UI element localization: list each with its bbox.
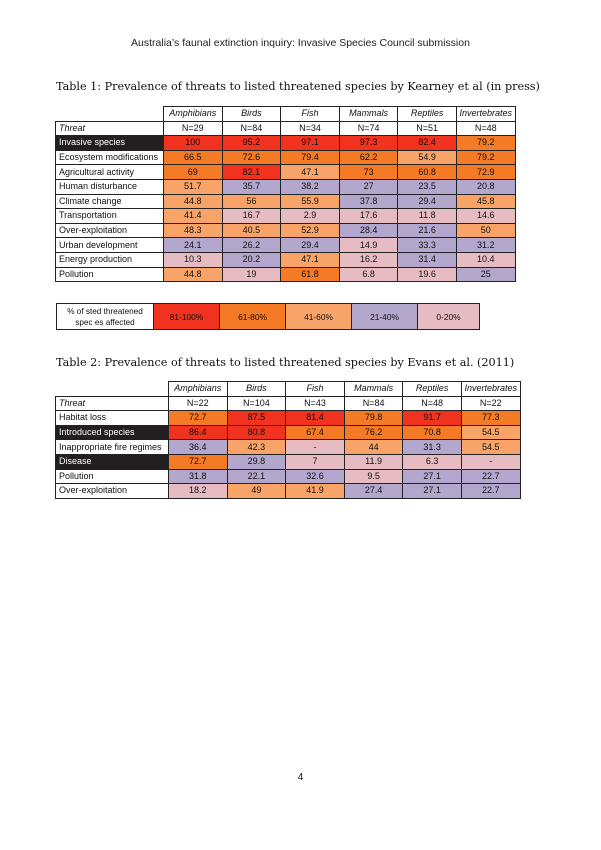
table-row: [56, 267, 516, 282]
value-cell: 17.6: [339, 209, 398, 224]
value-cell: 72.9: [456, 165, 515, 180]
legend-swatch: 0-20%: [418, 304, 480, 330]
sample-size-cell: N=84: [344, 396, 403, 411]
value-cell: 29.8: [227, 454, 286, 469]
value-cell: 16.2: [339, 252, 398, 267]
sample-size-cell: N=48: [403, 396, 462, 411]
threat-label: Inappropriate fire regimes: [56, 440, 169, 455]
column-header: Invertebrates: [456, 107, 515, 122]
value-cell: 69: [164, 165, 223, 180]
value-cell: 45.8: [456, 194, 515, 209]
value-cell: 82.1: [222, 165, 281, 180]
value-cell: 79.4: [281, 150, 340, 165]
value-cell: 22.7: [461, 469, 520, 484]
table-row: [56, 136, 516, 151]
value-cell: 55.9: [281, 194, 340, 209]
value-cell: 60.8: [398, 165, 457, 180]
value-cell: 29.4: [398, 194, 457, 209]
value-cell: 14.9: [339, 238, 398, 253]
evans-threats-table: [55, 381, 521, 499]
value-cell: 95.2: [222, 136, 281, 151]
value-cell: 6.8: [339, 267, 398, 282]
value-cell: 70.8: [403, 425, 462, 440]
value-cell: 56: [222, 194, 281, 209]
value-cell: 79.2: [456, 150, 515, 165]
value-cell: 18.2: [169, 484, 228, 499]
value-cell: 33.3: [398, 238, 457, 253]
threat-label: Agricultural activity: [56, 165, 164, 180]
value-cell: 97.1: [281, 136, 340, 151]
value-cell: 27.4: [344, 484, 403, 499]
table-row: [56, 165, 516, 180]
value-cell: 47.1: [281, 252, 340, 267]
value-cell: 27: [339, 179, 398, 194]
table-row: [56, 252, 516, 267]
table-row: [56, 440, 521, 455]
value-cell: 54.5: [461, 440, 520, 455]
value-cell: 48.3: [164, 223, 223, 238]
value-cell: 79.8: [344, 411, 403, 426]
threat-label: Climate change: [56, 194, 164, 209]
sample-size-cell: N=51: [398, 121, 457, 136]
page-number: 4: [297, 772, 304, 783]
value-cell: 87.5: [227, 411, 286, 426]
value-cell: 31.8: [169, 469, 228, 484]
value-cell: -: [286, 440, 345, 455]
value-cell: 20.8: [456, 179, 515, 194]
value-cell: 25: [456, 267, 515, 282]
sample-size-cell: N=48: [456, 121, 515, 136]
legend-swatch: 21-40%: [352, 304, 418, 330]
running-header: Australia’s faunal extinction inquiry: Invasive Species Council submission: [131, 37, 470, 49]
shading-legend: [56, 303, 480, 330]
threat-header: Threat: [56, 121, 164, 136]
legend-label: [57, 304, 154, 330]
column-header: Fish: [281, 107, 340, 122]
kearney-threats-table: [55, 106, 516, 282]
value-cell: 11.8: [398, 209, 457, 224]
value-cell: 37.8: [339, 194, 398, 209]
value-cell: 2.9: [281, 209, 340, 224]
column-header: Birds: [227, 382, 286, 397]
threat-label: Disease: [56, 454, 169, 469]
column-header: Mammals: [344, 382, 403, 397]
value-cell: 31.2: [456, 238, 515, 253]
threat-label: Pollution: [56, 469, 169, 484]
column-header: Reptiles: [398, 107, 457, 122]
value-cell: 27.1: [403, 469, 462, 484]
sample-size-cell: N=104: [227, 396, 286, 411]
threat-label: Energy production: [56, 252, 164, 267]
threat-label: Over-exploitation: [56, 223, 164, 238]
column-header: Birds: [222, 107, 281, 122]
sample-size-cell: N=34: [281, 121, 340, 136]
value-cell: 22.1: [227, 469, 286, 484]
sample-size-cell: N=29: [164, 121, 223, 136]
sample-size-cell: N=74: [339, 121, 398, 136]
value-cell: 67.4: [286, 425, 345, 440]
table-row: [56, 238, 516, 253]
value-cell: 40.5: [222, 223, 281, 238]
value-cell: 86.4: [169, 425, 228, 440]
table-row: [56, 179, 516, 194]
value-cell: 49: [227, 484, 286, 499]
legend-row: [57, 304, 480, 330]
threat-header: Threat: [56, 396, 169, 411]
threat-label: Pollution: [56, 267, 164, 282]
value-cell: 44.8: [164, 194, 223, 209]
value-cell: 36.4: [169, 440, 228, 455]
table-row: [56, 411, 521, 426]
value-cell: 29.4: [281, 238, 340, 253]
value-cell: 72.7: [169, 411, 228, 426]
threat-label: Human disturbance: [56, 179, 164, 194]
sample-size-row: [56, 121, 516, 136]
value-cell: 21.6: [398, 223, 457, 238]
value-cell: -: [461, 454, 520, 469]
threat-label: Urban development: [56, 238, 164, 253]
value-cell: 11.9: [344, 454, 403, 469]
threat-label: Transportation: [56, 209, 164, 224]
table-row: [56, 223, 516, 238]
value-cell: 14.6: [456, 209, 515, 224]
value-cell: 73: [339, 165, 398, 180]
table-row: [56, 209, 516, 224]
value-cell: 91.7: [403, 411, 462, 426]
threat-label: Habitat loss: [56, 411, 169, 426]
value-cell: 10.3: [164, 252, 223, 267]
value-cell: 31.4: [398, 252, 457, 267]
value-cell: 7: [286, 454, 345, 469]
value-cell: 50: [456, 223, 515, 238]
threat-label: Introduced species: [56, 425, 169, 440]
sample-size-cell: N=43: [286, 396, 345, 411]
table-row: [56, 469, 521, 484]
value-cell: 23.5: [398, 179, 457, 194]
column-header: Fish: [286, 382, 345, 397]
value-cell: 97.3: [339, 136, 398, 151]
value-cell: 72.6: [222, 150, 281, 165]
legend-label-line: spec es affected: [75, 317, 135, 327]
header-row: [56, 107, 516, 122]
table-row: [56, 454, 521, 469]
value-cell: 77.3: [461, 411, 520, 426]
table2-caption: Table 2: Prevalence of threats to listed threatened species by Evans et al. (2011): [56, 356, 515, 369]
value-cell: 27.1: [403, 484, 462, 499]
sample-size-row: [56, 396, 521, 411]
corner-cell: [56, 382, 169, 397]
value-cell: 22.7: [461, 484, 520, 499]
value-cell: 32.6: [286, 469, 345, 484]
value-cell: 20.2: [222, 252, 281, 267]
value-cell: 44: [344, 440, 403, 455]
value-cell: 100: [164, 136, 223, 151]
threat-label: Ecosystem modifications: [56, 150, 164, 165]
value-cell: 42.3: [227, 440, 286, 455]
column-header: Reptiles: [403, 382, 462, 397]
threat-label: Invasive species: [56, 136, 164, 151]
column-header: Invertebrates: [461, 382, 520, 397]
table-row: [56, 484, 521, 499]
value-cell: 9.5: [344, 469, 403, 484]
value-cell: 41.4: [164, 209, 223, 224]
value-cell: 52.9: [281, 223, 340, 238]
value-cell: 44.8: [164, 267, 223, 282]
value-cell: 6.3: [403, 454, 462, 469]
sample-size-cell: N=22: [169, 396, 228, 411]
value-cell: 19: [222, 267, 281, 282]
threat-label: Over-exploitation: [56, 484, 169, 499]
value-cell: 61.8: [281, 267, 340, 282]
value-cell: 10.4: [456, 252, 515, 267]
value-cell: 31.3: [403, 440, 462, 455]
value-cell: 24.1: [164, 238, 223, 253]
value-cell: 79.2: [456, 136, 515, 151]
column-header: Amphibians: [169, 382, 228, 397]
sample-size-cell: N=22: [461, 396, 520, 411]
table-row: [56, 194, 516, 209]
value-cell: 51.7: [164, 179, 223, 194]
legend-swatch: 41-60%: [286, 304, 352, 330]
sample-size-cell: N=84: [222, 121, 281, 136]
value-cell: 35.7: [222, 179, 281, 194]
value-cell: 80.8: [227, 425, 286, 440]
value-cell: 41.9: [286, 484, 345, 499]
table-row: [56, 425, 521, 440]
legend-swatch: 81-100%: [154, 304, 220, 330]
value-cell: 47.1: [281, 165, 340, 180]
value-cell: 76.2: [344, 425, 403, 440]
value-cell: 82.4: [398, 136, 457, 151]
value-cell: 54.5: [461, 425, 520, 440]
column-header: Mammals: [339, 107, 398, 122]
table1-caption: Table 1: Prevalence of threats to listed threatened species by Kearney et al (in press): [56, 80, 540, 93]
value-cell: 38.2: [281, 179, 340, 194]
legend-label-line: % of sted threatened: [67, 306, 143, 316]
table-row: [56, 150, 516, 165]
value-cell: 26.2: [222, 238, 281, 253]
value-cell: 28.4: [339, 223, 398, 238]
value-cell: 16.7: [222, 209, 281, 224]
value-cell: 81.4: [286, 411, 345, 426]
value-cell: 66.5: [164, 150, 223, 165]
value-cell: 19.6: [398, 267, 457, 282]
value-cell: 62.2: [339, 150, 398, 165]
corner-cell: [56, 107, 164, 122]
value-cell: 54.9: [398, 150, 457, 165]
value-cell: 72.7: [169, 454, 228, 469]
column-header: Amphibians: [164, 107, 223, 122]
legend-swatch: 61-80%: [220, 304, 286, 330]
header-row: [56, 382, 521, 397]
